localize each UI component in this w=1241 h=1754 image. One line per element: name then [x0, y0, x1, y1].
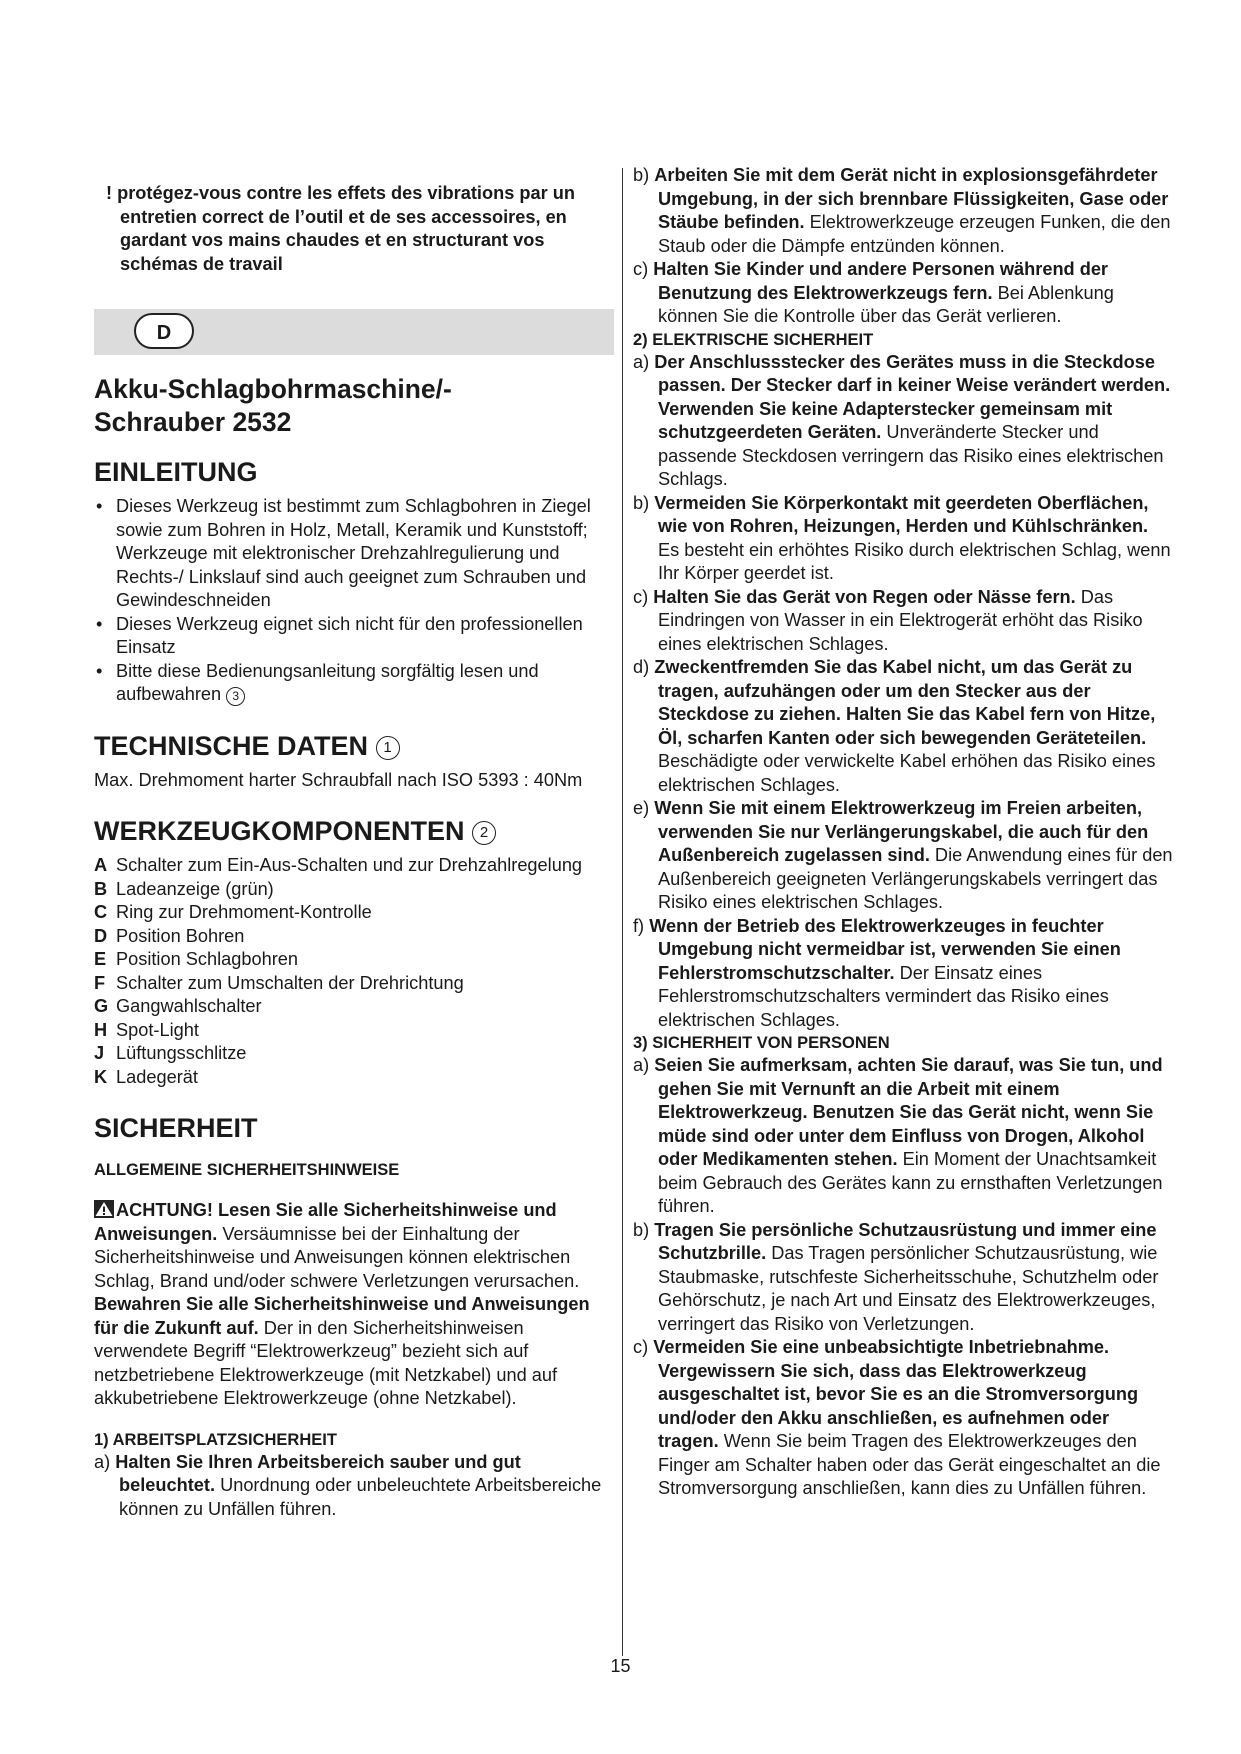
- personal-safety-heading: 3) SICHERHEIT VON PERSONEN: [633, 1034, 890, 1052]
- page-number: 15: [610, 1656, 631, 1676]
- figure-ref-3: 3: [226, 687, 245, 706]
- electrical-item-b: b) Vermeiden Sie Körperkontakt mit geerdeten Oberflächen, wie von Rohren, Heizungen, Herden und Kühlschränken. Es besteht ein erhöhtes Risiko durch elektrischen Schlag, wenn Ihr Körper geerdet ist.: [633, 492, 1171, 583]
- warning-paragraph: ACHTUNG! Lesen Sie alle Sicherheitshinweise und Anweisungen. Versäumnisse bei der Einhaltung der Sicherheitshinweise und Anweisungen können elektrischen Schlag, Brand und/oder schwere Verletzungen verursachen. Bewahren Sie alle Sicherheitshinweise und Anweisungen für die Zukunft auf. Der in den Sicherheitshinweisen verwendete Begriff “Elektrowerkzeug” bezieht sich auf netzbetriebene Elektrowerkzeuge (mit Netzkabel) und auf akkubetriebene Elektrowerkzeuge (ohne Netzkabel).: [94, 1200, 590, 1409]
- personal-item-b: b) Tragen Sie persönliche Schutzausrüstung und immer eine Schutzbrille. Das Tragen persönlicher Schutzausrüstung, wie Staubmaske, rutschfeste Sicherheitsschuhe, Schutzhelm oder Gehörschutz, je nach Art und Einsatz des Elektrowerkzeuges, verringert das Risiko von Verletzungen.: [633, 1219, 1159, 1334]
- product-title-line-1: Akku-Schlagbohrmaschine/-: [94, 374, 452, 405]
- list-item: • Bitte diese Bedienungsanleitung sorgfältig lesen und aufbewahren 3: [94, 660, 614, 707]
- intro-heading: EINLEITUNG: [94, 457, 258, 488]
- list-item: B Ladeanzeige (grün): [94, 878, 274, 899]
- electrical-item-a: a) Der Anschlussstecker des Gerätes muss in die Steckdose passen. Der Stecker darf in keiner Weise verändert werden. Verwenden Sie keine Adapterstecker gemeinsam mit schutzgeerdeten Geräten. Unveränderte Stecker und passende Steckdosen verringern das Risiko eines elektrischen Schlags.: [633, 351, 1171, 489]
- left-column: [94, 164, 614, 1521]
- list-item: A Schalter zum Ein-Aus-Schalten und zur Drehzahlregelung: [94, 855, 583, 876]
- list-item: D Position Bohren: [94, 925, 245, 946]
- personal-item-c: c) Vermeiden Sie eine unbeabsichtigte Inbetriebnahme. Vergewissern Sie sich, dass das Elektrowerkzeug ausgeschaltet ist, bevor Sie es an die Stromversorgung und/oder den Akku anschließen, es aufnehmen oder tragen. Wenn Sie beim Tragen des Elektrowerkzeuges den Finger am Schalter haben oder das Gerät eingeschaltet an die Stromversorgung anschließen, kann dies zu Unfällen führen.: [633, 1337, 1161, 1498]
- intro-list: [94, 495, 614, 707]
- electrical-item-d: d) Zweckentfremden Sie das Kabel nicht, um das Gerät zu tragen, aufzuhängen oder um den Stecker aus der Steckdose zu ziehen. Halten Sie das Kabel fern von Hitze, Öl, scharfen Kanten oder sich bewegenden Geräteteilen. Beschädigte oder verwickelte Kabel erhöhen das Risiko eines elektrischen Schlages.: [633, 657, 1156, 795]
- workplace-item-b: b) Arbeiten Sie mit dem Gerät nicht in explosionsgefährdeter Umgebung, in der sich brennbare Flüssigkeiten, Gase oder Stäube befinden. Elektrowerkzeuge erzeugen Funken, die den Staub oder die Dämpfe entzünden können.: [633, 165, 1171, 256]
- list-item: G Gangwahlschalter: [94, 996, 262, 1017]
- french-vibration-note: ! protégez-vous contre les effets des vibrations par un entretien correct de l’outil et de ses accessoires, en gardant vos mains chaudes et en structurant vos schémas de travail: [106, 183, 575, 274]
- product-title: [94, 373, 614, 439]
- components-heading: WERKZEUGKOMPONENTEN 2: [94, 814, 614, 848]
- components-list: [94, 854, 614, 1089]
- figure-ref-2: 2: [472, 821, 496, 845]
- list-item: J Lüftungsschlitze: [94, 1043, 247, 1064]
- figure-ref-1: 1: [376, 736, 400, 760]
- list-item: H Spot-Light: [94, 1019, 199, 1040]
- workplace-item-c: c) Halten Sie Kinder und andere Personen während der Benutzung des Elektrowerkzeugs fern. Bei Ablenkung können Sie die Kontrolle über das Gerät verlieren.: [633, 259, 1114, 326]
- electrical-item-e: e) Wenn Sie mit einem Elektrowerkzeug im Freien arbeiten, verwenden Sie nur Verlängerungskabel, die auch für den Außenbereich zugelassen sind. Die Anwendung eines für den Außenbereich geeigneten Verlängerungskabels verringert das Risiko eines elektrischen Schlages.: [633, 798, 1173, 912]
- list-item: C Ring zur Drehmoment-Kontrolle: [94, 902, 372, 923]
- column-divider: [622, 168, 623, 1656]
- workplace-item-a: a) Halten Sie Ihren Arbeitsbereich sauber und gut beleuchtet. Unordnung oder unbeleuchtete Arbeitsbereiche können zu Unfällen führen.: [94, 1451, 602, 1519]
- right-column: [633, 164, 1173, 1501]
- list-item: • Dieses Werkzeug eignet sich nicht für den professionellen Einsatz: [94, 613, 614, 660]
- product-title-line-2: Schrauber 2532: [94, 407, 292, 438]
- language-bar: [94, 309, 614, 355]
- safety-heading: SICHERHEIT: [94, 1113, 258, 1144]
- list-item: K Ladegerät: [94, 1066, 198, 1087]
- warning-triangle-icon: [94, 1200, 114, 1218]
- tech-heading: TECHNISCHE DATEN 1: [94, 729, 614, 763]
- list-item: F Schalter zum Umschalten der Drehrichtung: [94, 972, 464, 993]
- general-safety-subheading: ALLGEMEINE SICHERHEITSHINWEISE: [94, 1161, 400, 1180]
- workplace-safety-heading: 1) ARBEITSPLATZSICHERHEIT: [94, 1430, 337, 1449]
- electrical-item-c: c) Halten Sie das Gerät von Regen oder Nässe fern. Das Eindringen von Wasser in ein Elektrogerät erhöht das Risiko eines elektrischen Schlages.: [633, 586, 1143, 654]
- list-item: E Position Schlagbohren: [94, 949, 298, 970]
- electrical-safety-heading: 2) ELEKTRISCHE SICHERHEIT: [633, 330, 874, 349]
- tech-torque: Max. Drehmoment harter Schraubfall nach ISO 5393 : 40Nm: [94, 769, 583, 790]
- personal-item-a: a) Seien Sie aufmerksam, achten Sie darauf, was Sie tun, und gehen Sie mit Vernunft an die Arbeit mit einem Elektrowerkzeug. Benutzen Sie das Gerät nicht, wenn Sie müde sind oder unter dem Einfluss von Drogen, Alkohol oder Medikamenten stehen. Ein Moment der Unachtsamkeit beim Gebrauch des Gerätes kann zu ernsthaften Verletzungen führen.: [633, 1055, 1163, 1216]
- electrical-item-f: f) Wenn der Betrieb des Elektrowerkzeuges in feuchter Umgebung nicht vermeidbar ist, verwenden Sie einen Fehlerstromschutzschalter. Der Einsatz eines Fehlerstromschutzschalters vermindert das Risiko eines elektrischen Schlages.: [633, 915, 1121, 1030]
- list-item: • Dieses Werkzeug ist bestimmt zum Schlagbohren in Ziegel sowie zum Bohren in Holz, Metall, Keramik und Kunststoff; Werkzeuge mit elektronischer Drehzahlregulierung und Rechts-/ Linkslauf sind auch geeignet zum Schrauben und Gewindeschneiden: [94, 495, 614, 613]
- language-badge: D: [134, 313, 194, 349]
